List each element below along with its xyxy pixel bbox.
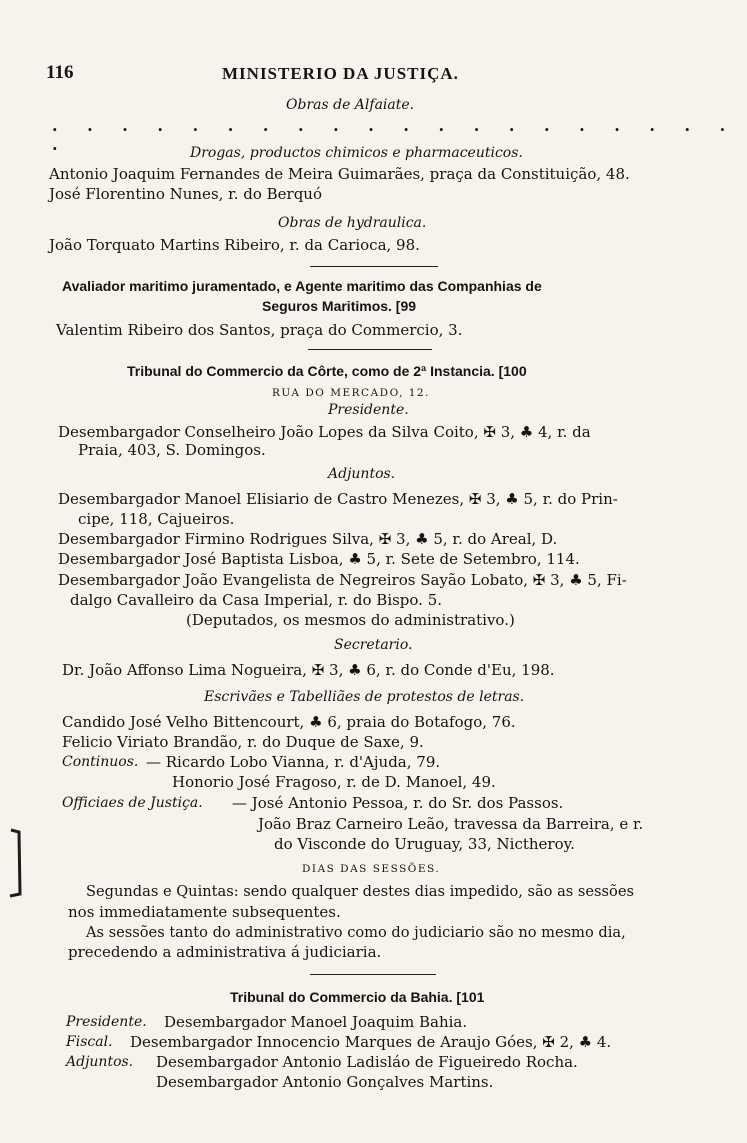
bahia-fiscal-label: Fiscal. bbox=[66, 1034, 113, 1050]
hydraulica-title: Obras de hydraulica. bbox=[278, 215, 427, 231]
alfaiate-title: Obras de Alfaiate. bbox=[286, 97, 415, 113]
official-line: — José Antonio Pessoa, r. do Sr. dos Passos. bbox=[232, 794, 564, 812]
section-divider bbox=[308, 349, 432, 350]
official-line: do Visconde do Uruguay, 33, Nictheroy. bbox=[274, 835, 575, 853]
adjunto-line: cipe, 118, Cajueiros. bbox=[78, 510, 235, 528]
tribunal-corte-address: RUA DO MERCADO, 12. bbox=[272, 387, 430, 399]
secretario-label: Secretario. bbox=[334, 637, 413, 653]
adjunto-line: dalgo Cavalleiro da Casa Imperial, r. do Bispo. 5. bbox=[70, 591, 443, 609]
escrivao-line: Felicio Viriato Brandão, r. do Duque de Saxe, 9. bbox=[62, 733, 424, 751]
drogas-line: José Florentino Nunes, r. do Berquó bbox=[49, 185, 322, 203]
avaliador-line: Valentim Ribeiro dos Santos, praça do Commercio, 3. bbox=[56, 321, 463, 339]
secretario-line: Dr. João Affonso Lima Nogueira, ✠ 3, ♣ 6, r. do Conde d'Eu, 198. bbox=[62, 661, 555, 679]
adjunto-line: Desembargador Firmino Rodrigues Silva, ✠ 3, ♣ 5, r. do Areal, D. bbox=[58, 530, 558, 548]
dias-line: As sessões tanto do administrativo como do judiciario são no mesmo dia, bbox=[86, 924, 626, 941]
section-divider bbox=[310, 266, 438, 267]
binding-mark bbox=[5, 828, 25, 898]
bahia-adjuntos-label: Adjuntos. bbox=[66, 1054, 134, 1070]
page-number: 116 bbox=[46, 62, 74, 83]
running-title: MINISTERIO DA JUSTIÇA. bbox=[222, 64, 459, 83]
avaliador-title-cont: Seguros Maritimos. [99 bbox=[262, 298, 417, 314]
drogas-line: Antonio Joaquim Fernandes de Meira Guimarães, praça da Constituição, 48. bbox=[49, 165, 630, 183]
dot-leader: . . . . . . . . . . . . . . . . . . . . . bbox=[52, 116, 738, 154]
dias-label: DIAS DAS SESSÕES. bbox=[302, 863, 441, 875]
presidente-line: Desembargador Conselheiro João Lopes da Silva Coito, ✠ 3, ♣ 4, r. da bbox=[58, 423, 591, 441]
drogas-title: Drogas, productos chimicos e pharmaceuticos. bbox=[190, 145, 523, 161]
dias-line: precedendo a administrativa á judiciaria. bbox=[68, 943, 382, 961]
tribunal-bahia-title: Tribunal do Commercio da Bahia. [101 bbox=[230, 989, 485, 1005]
presidente-line: Praia, 403, S. Domingos. bbox=[78, 441, 266, 459]
avaliador-title: Avaliador maritimo juramentado, e Agente maritimo das Companhias de bbox=[62, 278, 542, 294]
continuo-line: Honorio José Fragoso, r. de D. Manoel, 49. bbox=[172, 773, 496, 791]
section-divider bbox=[310, 974, 436, 975]
dias-line: Segundas e Quintas: sendo qualquer destes dias impedido, são as sessões bbox=[86, 883, 634, 900]
escrivaes-label: Escrivães e Tabelliães de protestos de letras. bbox=[204, 689, 525, 705]
bahia-fiscal: Desembargador Innocencio Marques de Araujo Góes, ✠ 2, ♣ 4. bbox=[130, 1033, 612, 1051]
adjunto-line: Desembargador José Baptista Lisboa, ♣ 5, r. Sete de Setembro, 114. bbox=[58, 550, 580, 568]
deputados-note: (Deputados, os mesmos do administrativo.) bbox=[186, 611, 515, 629]
dias-line: nos immediatamente subsequentes. bbox=[68, 903, 341, 921]
tribunal-corte-title: Tribunal do Commercio da Côrte, como de 2ª Instancia. [100 bbox=[127, 363, 527, 379]
official-line: João Braz Carneiro Leão, travessa da Barreira, e r. bbox=[258, 815, 644, 833]
adjunto-line: Desembargador João Evangelista de Negreiros Sayão Lobato, ✠ 3, ♣ 5, Fi- bbox=[58, 571, 627, 589]
hydraulica-line: João Torquato Martins Ribeiro, r. da Carioca, 98. bbox=[49, 236, 420, 254]
officiaes-label: Officiaes de Justiça. bbox=[62, 795, 203, 811]
continuos-label: Continuos. bbox=[62, 754, 139, 770]
continuo-line: — Ricardo Lobo Vianna, r. d'Ajuda, 79. bbox=[146, 753, 441, 771]
bahia-adjunto: Desembargador Antonio Ladisláo de Figueiredo Rocha. bbox=[156, 1053, 578, 1071]
adjunto-line: Desembargador Manoel Elisiario de Castro Menezes, ✠ 3, ♣ 5, r. do Prin- bbox=[58, 490, 618, 508]
bahia-presidente: Desembargador Manoel Joaquim Bahia. bbox=[164, 1013, 468, 1031]
bahia-adjunto: Desembargador Antonio Gonçalves Martins. bbox=[156, 1073, 494, 1091]
bahia-presidente-label: Presidente. bbox=[66, 1014, 147, 1030]
escrivao-line: Candido José Velho Bittencourt, ♣ 6, praia do Botafogo, 76. bbox=[62, 713, 516, 731]
adjuntos-label: Adjuntos. bbox=[328, 466, 396, 482]
presidente-label: Presidente. bbox=[328, 402, 409, 418]
